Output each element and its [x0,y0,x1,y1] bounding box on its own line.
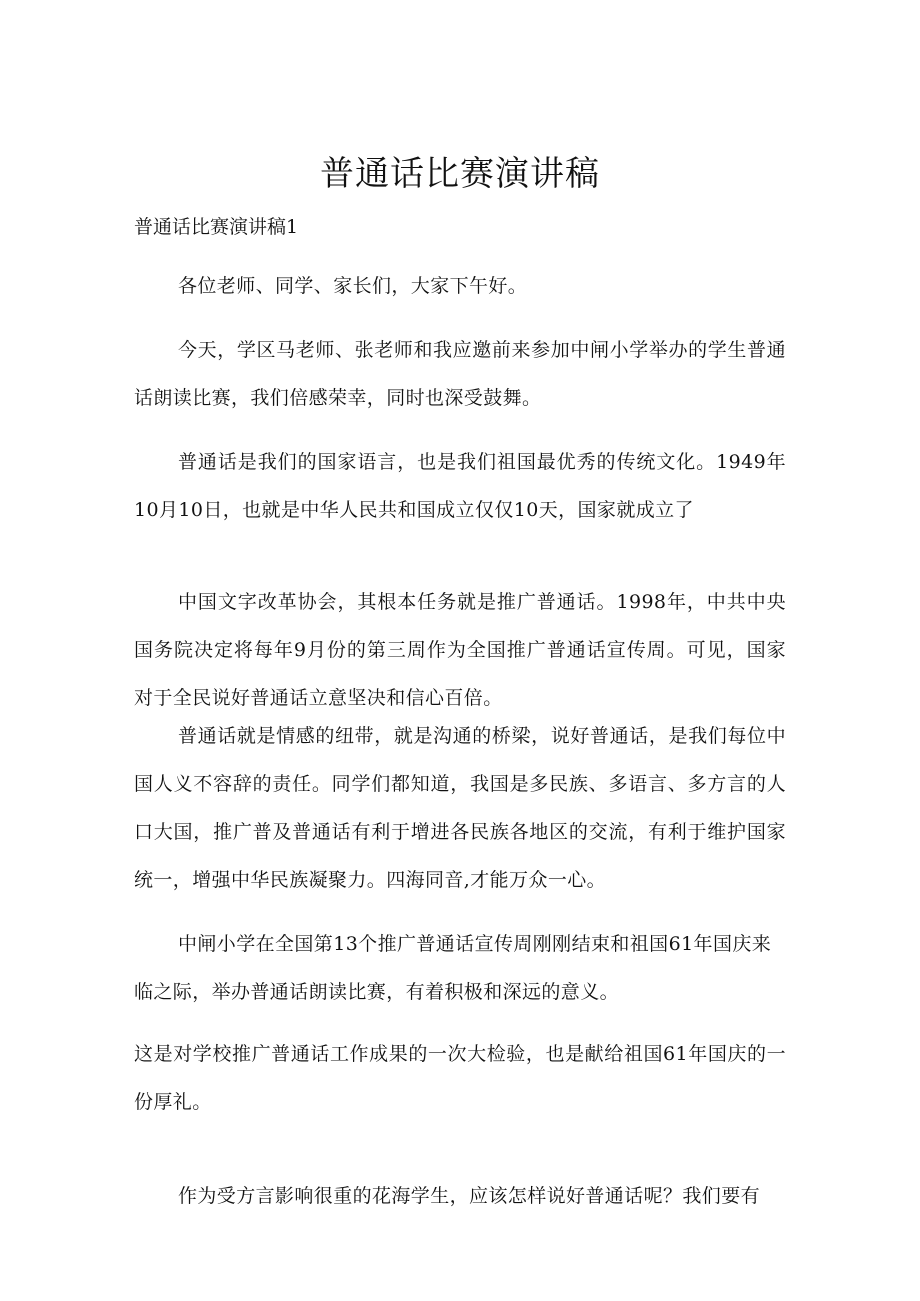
document-subtitle: 普通话比赛演讲稿1 [134,216,299,238]
document-title: 普通话比赛演讲稿 [320,154,600,194]
paragraph-school-contest: 中闸小学在全国第13个推广普通话宣传周刚刚结束和祖国61年国庆来临之际，举办普通话朗读比赛，有着积极和深远的意义。 [134,933,772,1003]
paragraph-reform-association: 中国文字改革协会，其根本任务就是推广普通话。1998年，中共中央国务院决定将每年9月份的第三周作为全国推广普通话宣传周。可见，国家对于全民说好普通话立意坚决和信心百倍。 [134,591,786,709]
paragraph-emotional-bond: 普通话就是情感的纽带，就是沟通的桥梁，说好普通话，是我们每位中国人义不容辞的责任。同学们都知道，我国是多民族、多语言、多方言的人口大国，推广普及普通话有利于增进各民族各地区的交流，有利于维护国家统一，增强中华民族凝聚力。四海同音,才能万众一心。 [134,725,786,891]
paragraph-gift: 这是对学校推广普通话工作成果的一次大检验，也是献给祖国61年国庆的一份厚礼。 [134,1043,786,1113]
paragraph-dialect-students: 作为受方言影响很重的花海学生，应该怎样说好普通话呢？我们要有 [178,1185,761,1207]
paragraph-greeting: 各位老师、同学、家长们，大家下午好。 [178,275,528,297]
paragraph-invitation: 今天，学区马老师、张老师和我应邀前来参加中闸小学举办的学生普通话朗读比赛，我们倍感荣幸，同时也深受鼓舞。 [134,339,786,409]
paragraph-national-language: 普通话是我们的国家语言，也是我们祖国最优秀的传统文化。1949年10月10日，也就是中华人民共和国成立仅仅10天，国家就成立了 [134,451,786,521]
